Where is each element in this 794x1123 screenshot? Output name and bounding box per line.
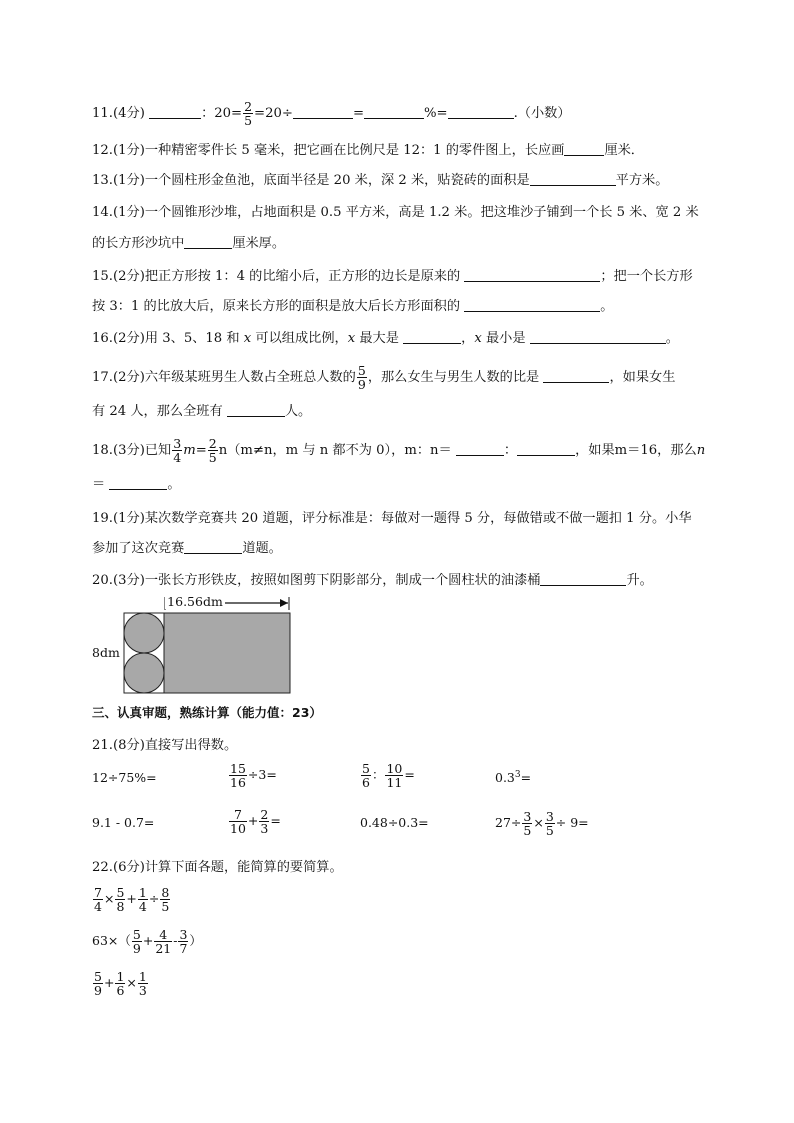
shaded-circle-bottom [124, 653, 164, 693]
section-3-title: 三、认真审题，熟练计算（能力值：23） [92, 705, 322, 720]
question-22: 22.(6分)计算下面各题，能简算的要简算。 [92, 860, 343, 875]
question-18-line2: ＝ 。 [92, 477, 181, 492]
answer-blank[interactable] [540, 572, 626, 586]
question-16: 16.(2分)用 3、5、18 和 x 可以组成比例，x 最大是 ，x 最小是 。 [92, 331, 679, 346]
calc-7: 0.48÷0.3= [360, 815, 429, 830]
shaded-rectangle [164, 613, 290, 693]
figure-height-label: 8dm [92, 645, 120, 660]
answer-blank[interactable] [227, 403, 285, 417]
answer-blank[interactable] [109, 476, 167, 490]
calc-8: 27÷ $\frac{3}{5}$ × $\frac{3}{5}$ ÷ 9= [495, 809, 589, 838]
question-19: 19.(1分)某次数学竞赛共 20 道题，评分标准是：每做对一题得 5 分，每做错或不做一题扣 1 分。小华 [92, 511, 692, 526]
answer-blank[interactable] [184, 540, 242, 554]
answer-blank[interactable] [149, 105, 201, 119]
answer-blank[interactable] [530, 330, 666, 344]
question-18: 18.(3分)已知 $\frac{3}{4}$ m= $\frac{2}{5}$ n（m≠n，m 与 n 都不为 0），m：n＝ ： ，如果m＝16，那么n [92, 436, 706, 465]
answer-blank[interactable] [517, 442, 575, 456]
expression-2: 63×（ $\frac{5}{9}$ + $\frac{4}{21}$ - $\frac{3}{7}$ ） [92, 927, 202, 956]
question-11: 11.(4分) ：20= $\frac{2}{5}$ =20÷ = %= .（小数） [92, 99, 571, 128]
shaded-circle-top [124, 613, 164, 653]
answer-blank[interactable] [564, 142, 604, 156]
question-20: 20.(3分)一张长方形铁皮，按照如图剪下阴影部分，制成一个圆柱状的油漆桶 升。 [92, 573, 653, 588]
calc-6: $\frac{7}{10}$ + $\frac{2}{3}$ = [230, 807, 281, 836]
answer-blank[interactable] [543, 369, 609, 383]
calc-2: $\frac{15}{16}$ ÷3= [230, 761, 277, 790]
calc-1: 12÷75%= [92, 770, 157, 785]
answer-blank[interactable] [293, 105, 353, 119]
expression-1: $\frac{7}{4}$ × $\frac{5}{8}$ + $\frac{1}{4}$ ÷ $\frac{8}{5}$ [94, 885, 170, 914]
calc-4: $0.3^3=$ [495, 770, 532, 786]
question-14: 14.(1分)一个圆锥形沙堆，占地面积是 0.5 平方米，高是 1.2 米。把这堆沙子铺到一个长 5 米、宽 2 米 [92, 205, 699, 220]
sheet-figure [90, 594, 300, 696]
calc-3: $\frac{5}{6}$ ： $\frac{10}{11}$ = [362, 761, 415, 790]
question-21: 21.(8分)直接写出得数。 [92, 738, 238, 753]
calc-5: 9.1 - 0.7= [92, 815, 155, 830]
answer-blank[interactable] [530, 172, 616, 186]
answer-blank[interactable] [464, 268, 600, 282]
question-15: 15.(2分)把正方形按 1：4 的比缩小后，正方形的边长是原来的 ；把一个长方形 [92, 269, 693, 284]
question-19-line2: 参加了这次竞赛 道题。 [92, 541, 282, 556]
figure-width-label: 16.56dm [167, 594, 223, 609]
arrow-head-right [280, 599, 288, 607]
answer-blank[interactable] [364, 105, 424, 119]
expression-3: $\frac{5}{9}$ + $\frac{1}{6}$ × $\frac{1}{3}$ [94, 969, 147, 998]
answer-blank[interactable] [456, 442, 504, 456]
answer-blank[interactable] [403, 330, 461, 344]
answer-blank[interactable] [184, 235, 232, 249]
answer-blank[interactable] [464, 298, 600, 312]
question-12: 12.(1分)一种精密零件长 5 毫米，把它画在比例尺是 12：1 的零件图上，长应画 厘米． [92, 143, 644, 158]
question-13: 13.(1分)一个圆柱形金鱼池，底面半径是 20 米，深 2 米，贴瓷砖的面积是 平方米。 [92, 173, 669, 188]
answer-blank[interactable] [448, 105, 514, 119]
question-17: 17.(2分)六年级某班男生人数占全班总人数的 $\frac{5}{9}$ ，那么女生与男生人数的比是 ，如果女生 [92, 363, 676, 392]
question-17-line2: 有 24 人，那么全班有 人。 [92, 404, 312, 419]
question-14-line2: 的长方形沙坑中 厘米厚。 [92, 236, 286, 251]
question-15-line2: 按 3：1 的比放大后，原来长方形的面积是放大后长方形面积的 。 [92, 299, 614, 314]
